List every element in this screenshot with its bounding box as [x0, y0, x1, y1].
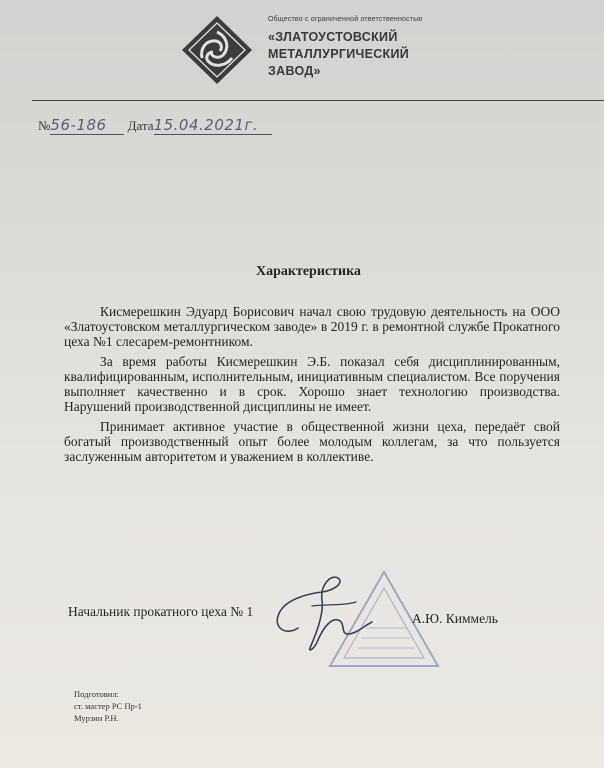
number-value: 56-186 [50, 116, 107, 134]
date-value: 15.04.2021г. [153, 116, 259, 134]
company-legal-form: Общество с ограниченной ответственностью [268, 16, 423, 23]
number-label: № [38, 118, 51, 133]
signer-position: Начальник прокатного цеха № 1 [68, 604, 254, 619]
prepared-position: ст. мастер РС Пр-1 [74, 701, 142, 711]
handwritten-signature [268, 570, 388, 655]
date-label: Дата [127, 118, 154, 133]
reference-line [38, 116, 272, 135]
company-name-line-3: ЗАВОД» [268, 64, 321, 78]
signer-name: А.Ю. Киммель [412, 611, 498, 626]
paragraph-1: Кисмерешкин Эдуард Борисович начал свою трудовую деятельность на ООО «Златоустовском металлургическом заводе» в 2019 г. в ремонтной службе Прокатного цеха №1 слесарем-ремонтником. [64, 304, 560, 349]
company-name-line-1: «ЗЛАТОУСТОВСКИЙ [268, 30, 398, 44]
header-divider [32, 100, 604, 101]
prepared-label: Подготовил: [74, 689, 119, 699]
prepared-by-block [74, 688, 142, 724]
paragraph-2: За время работы Кисмерешкин Э.Б. показал себя дисциплинированным, квалифицированным, исполнительным, инициативным специалистом. Все поручения выполняет качественно и в срок. Хорошо знает технологию производства. Нарушений производственной дисциплины не имеет. [64, 354, 560, 414]
company-logo [180, 14, 254, 86]
document-body [64, 304, 560, 469]
prepared-name: Мурзин Р.Н. [74, 713, 119, 723]
company-header [268, 16, 518, 80]
paragraph-3: Принимает активное участие в общественной жизни цеха, передаёт свой богатый производственный опыт более молодым коллегам, за что пользуется заслуженным авторитетом и уважением в коллективе. [64, 419, 560, 464]
document-title: Характеристика [256, 264, 361, 279]
company-name-line-2: МЕТАЛЛУРГИЧЕСКИЙ [268, 47, 410, 61]
